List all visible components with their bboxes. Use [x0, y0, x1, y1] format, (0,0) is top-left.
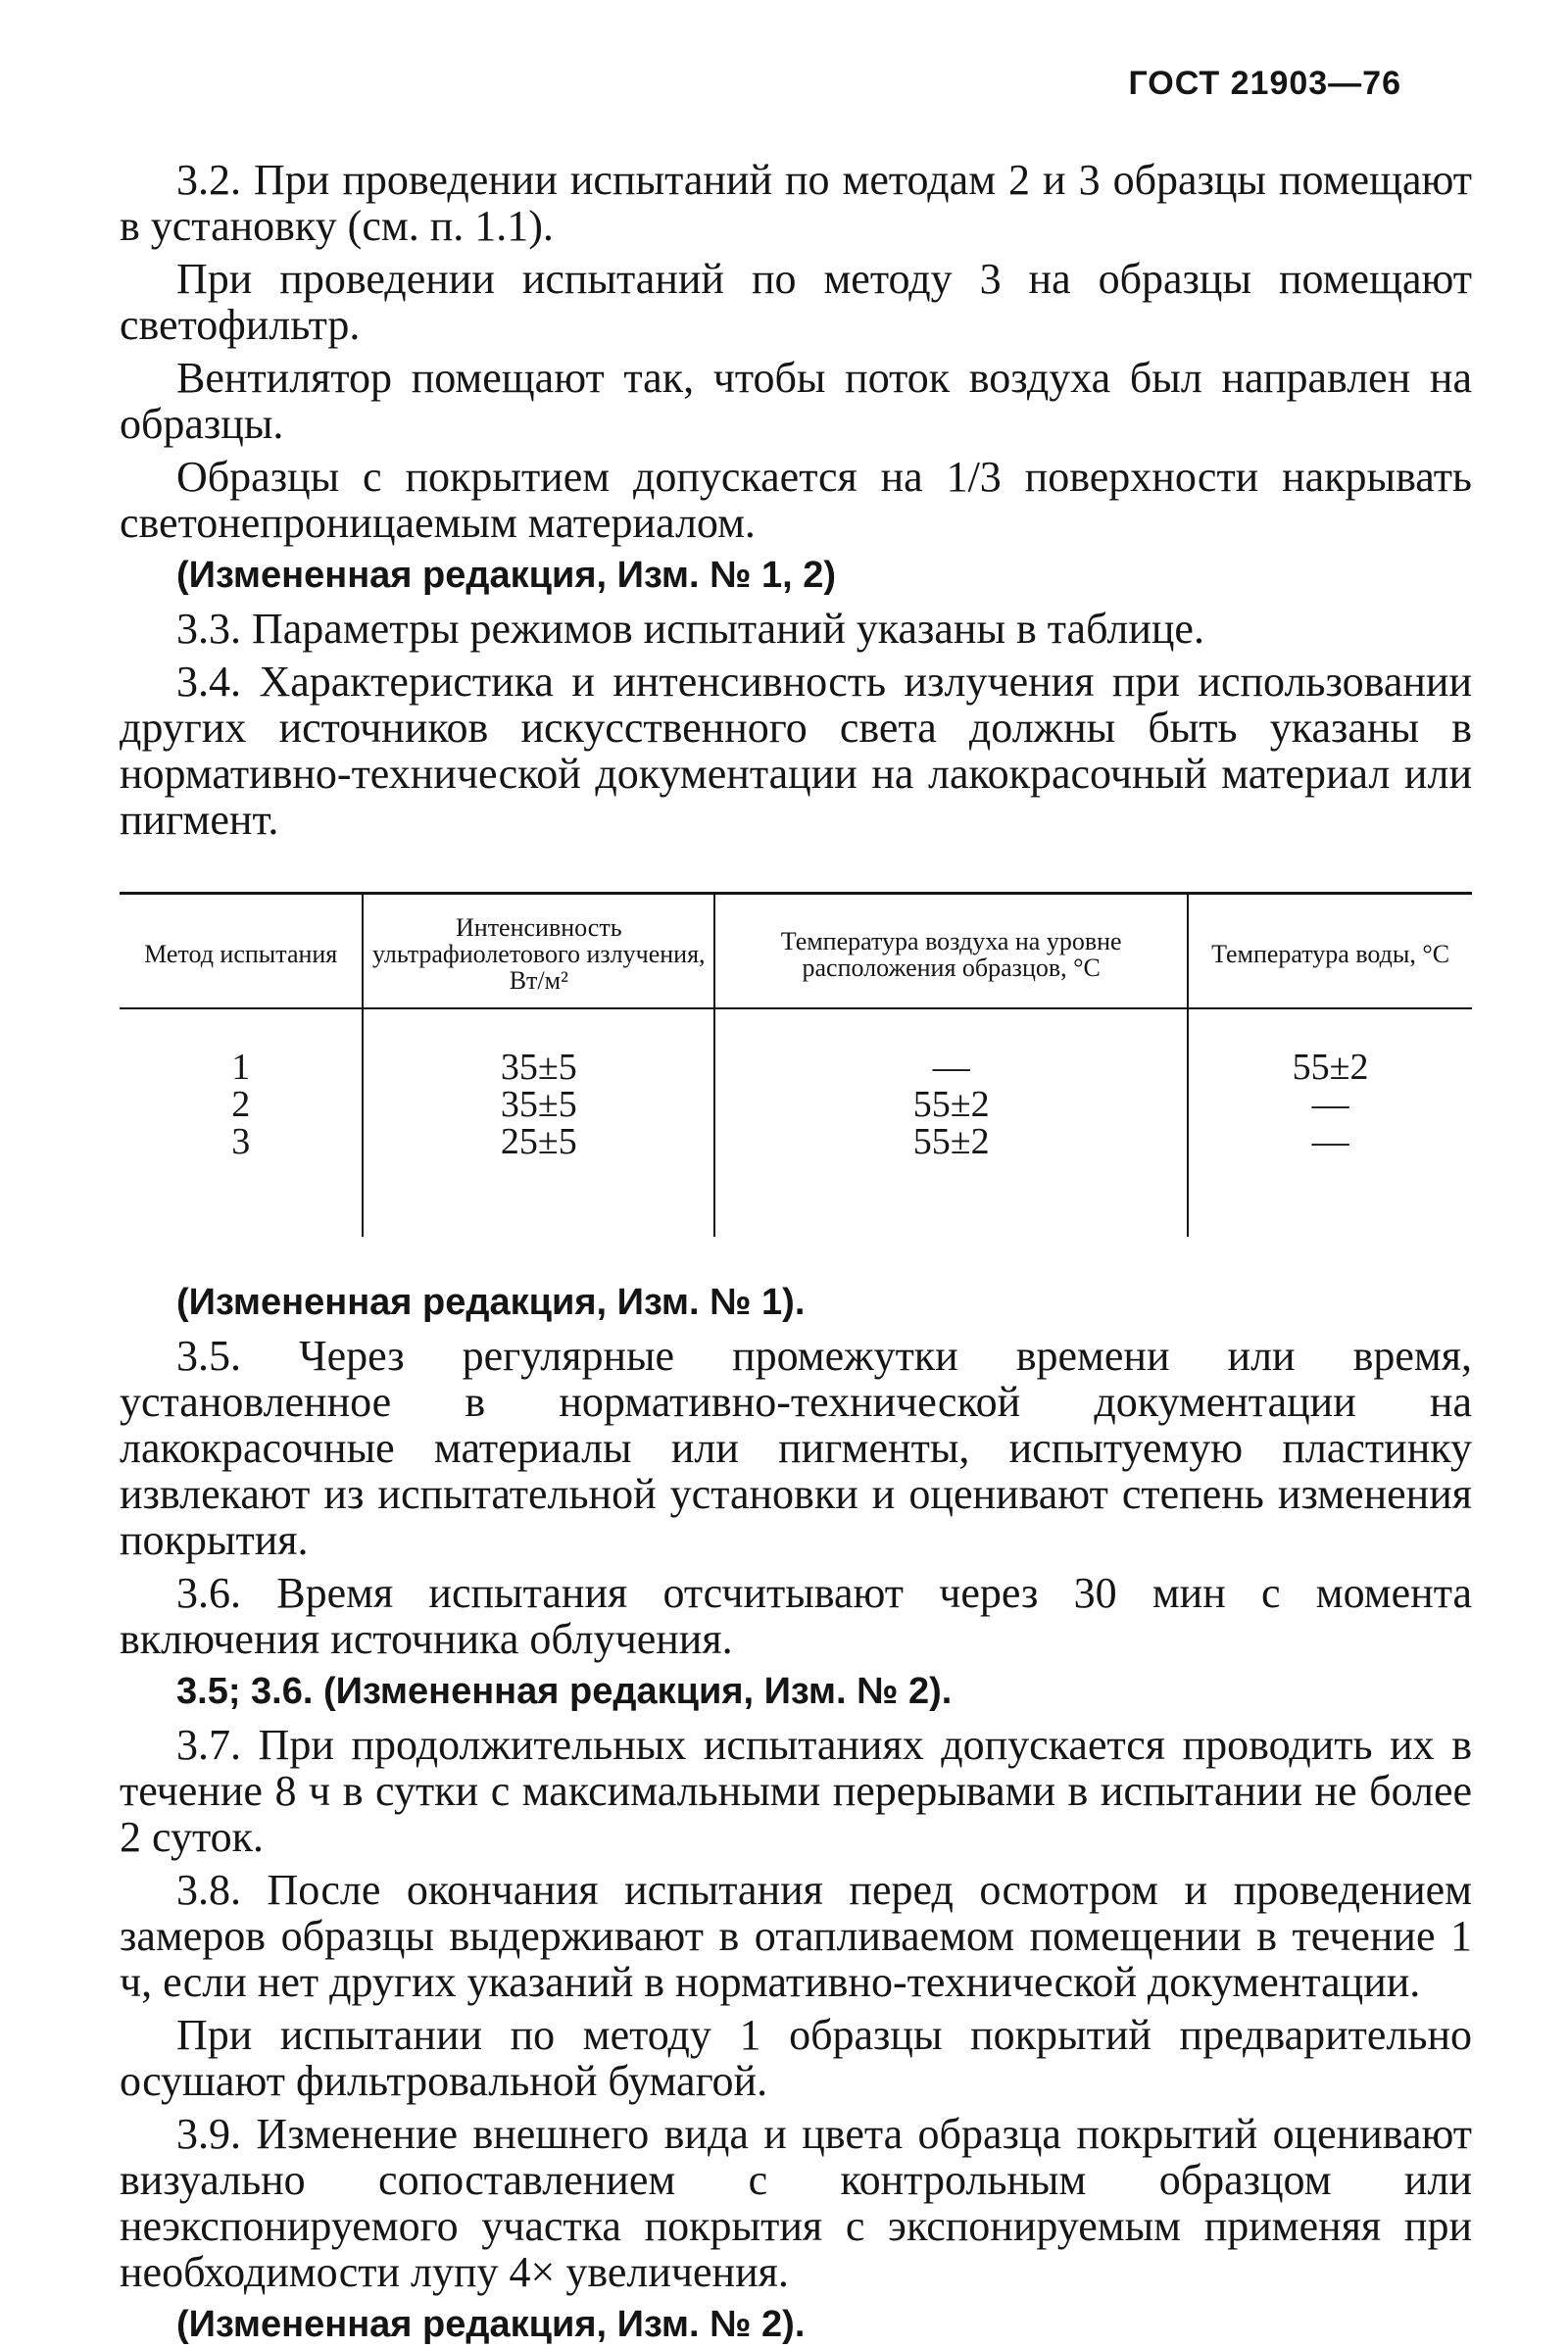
- amendment-note-2: (Измененная редакция, Изм. № 2).: [176, 2304, 806, 2345]
- paragraph-3-3: 3.3. Параметры режимов испытаний указаны в таблице.: [176, 605, 1204, 653]
- table-empty-tail-row: [120, 1160, 1472, 1237]
- table-cell-water-temperature: —: [1188, 1123, 1472, 1160]
- table-spacer: [120, 843, 1472, 892]
- standard-header: ГОСТ 21903—76: [1128, 65, 1401, 102]
- paragraph-3-8: 3.8. После окончания испытания перед осмотром и проведением замеров образцы выдерживают в отапливаемом помещении в течение 1 ч, если нет других указаний в нормативно-технической документации.: [120, 1866, 1472, 2006]
- paragraph-3-5: 3.5. Через регулярные промежутки времени или время, установленное в нормативно-технической документации на лакокрасочные материалы или пигменты, испытуемую пластинку извлекают из испытательной установки и оценивают степень изменения покрытия.: [120, 1332, 1472, 1564]
- table-row: [120, 1008, 1472, 1086]
- test-parameters-table: [120, 892, 1472, 1237]
- amendment-note-1-2: (Измененная редакция, Изм. № 1, 2): [176, 555, 837, 596]
- table-cell-uv-intensity: 35±5: [363, 1086, 714, 1123]
- column-header-water-temperature: Температура воды, °С: [1188, 894, 1472, 1009]
- table-cell-air-temperature: —: [714, 1008, 1188, 1086]
- document-body: [120, 157, 1472, 2348]
- paragraph-method-1-drying: При испытании по методу 1 образцы покрытий предварительно осушают фильтровальной бумагой.: [120, 2011, 1472, 2105]
- table-cell-water-temperature: 55±2: [1188, 1008, 1472, 1086]
- paragraph-3-2: 3.2. При проведении испытаний по методам 2 и 3 образцы помещают в установку (см. п. 1.1).: [120, 156, 1472, 250]
- column-header-air-temperature: Температура воздуха на уровне расположения образцов, °С: [714, 894, 1188, 1009]
- table-row: [120, 1123, 1472, 1160]
- paragraph-method-3-filter: При проведении испытаний по методу 3 на образцы помещают светофильтр.: [120, 255, 1472, 349]
- table-cell-method: 3: [231, 1121, 251, 1162]
- table-after-spacer: [120, 1237, 1472, 1280]
- table-cell-method: 1: [231, 1047, 251, 1088]
- column-header-uv-intensity: Интенсивность ультрафиолетового излучения, Вт/м²: [363, 894, 714, 1009]
- table-cell-water-temperature: —: [1188, 1086, 1472, 1123]
- amendment-note-1: (Измененная редакция, Изм. № 1).: [176, 1282, 806, 1323]
- paragraph-fan: Вентилятор помещают так, чтобы поток воздуха был направлен на образцы.: [120, 354, 1472, 448]
- table-header-row: [120, 894, 1472, 1009]
- column-header-method: Метод испытания: [120, 894, 363, 1009]
- table-cell-uv-intensity: 25±5: [363, 1123, 714, 1160]
- table-cell-method: 2: [231, 1084, 251, 1125]
- amendment-note-3-5-3-6: 3.5; 3.6. (Измененная редакция, Изм. № 2).: [176, 1671, 953, 1712]
- paragraph-3-9: 3.9. Изменение внешнего вида и цвета образца покрытий оценивают визуально сопоставлением с контрольным образцом или неэкспонируемого участка покрытия с экспонируемым применяя при необходимости лупу 4× увеличения.: [120, 2110, 1472, 2296]
- paragraph-3-4: 3.4. Характеристика и интенсивность излучения при использовании других источников искусственного света должны быть указаны в нормативно-технической документации на лакокрасочный материал или пигмент.: [120, 658, 1472, 844]
- table-cell-uv-intensity: 35±5: [363, 1008, 714, 1086]
- paragraph-3-6: 3.6. Время испытания отсчитывают через 30 мин с момента включения источника облучения.: [120, 1569, 1472, 1663]
- paragraph-3-7: 3.7. При продолжительных испытаниях допускается проводить их в течение 8 ч в сутки с максимальными перерывами в испытании не более 2 суток.: [120, 1721, 1472, 1861]
- table-cell-air-temperature: 55±2: [714, 1086, 1188, 1123]
- paragraph-cover: Образцы с покрытием допускается на 1/3 поверхности накрывать светонепроницаемым материалом.: [120, 453, 1472, 547]
- table-row: [120, 1086, 1472, 1123]
- table-cell-air-temperature: 55±2: [714, 1123, 1188, 1160]
